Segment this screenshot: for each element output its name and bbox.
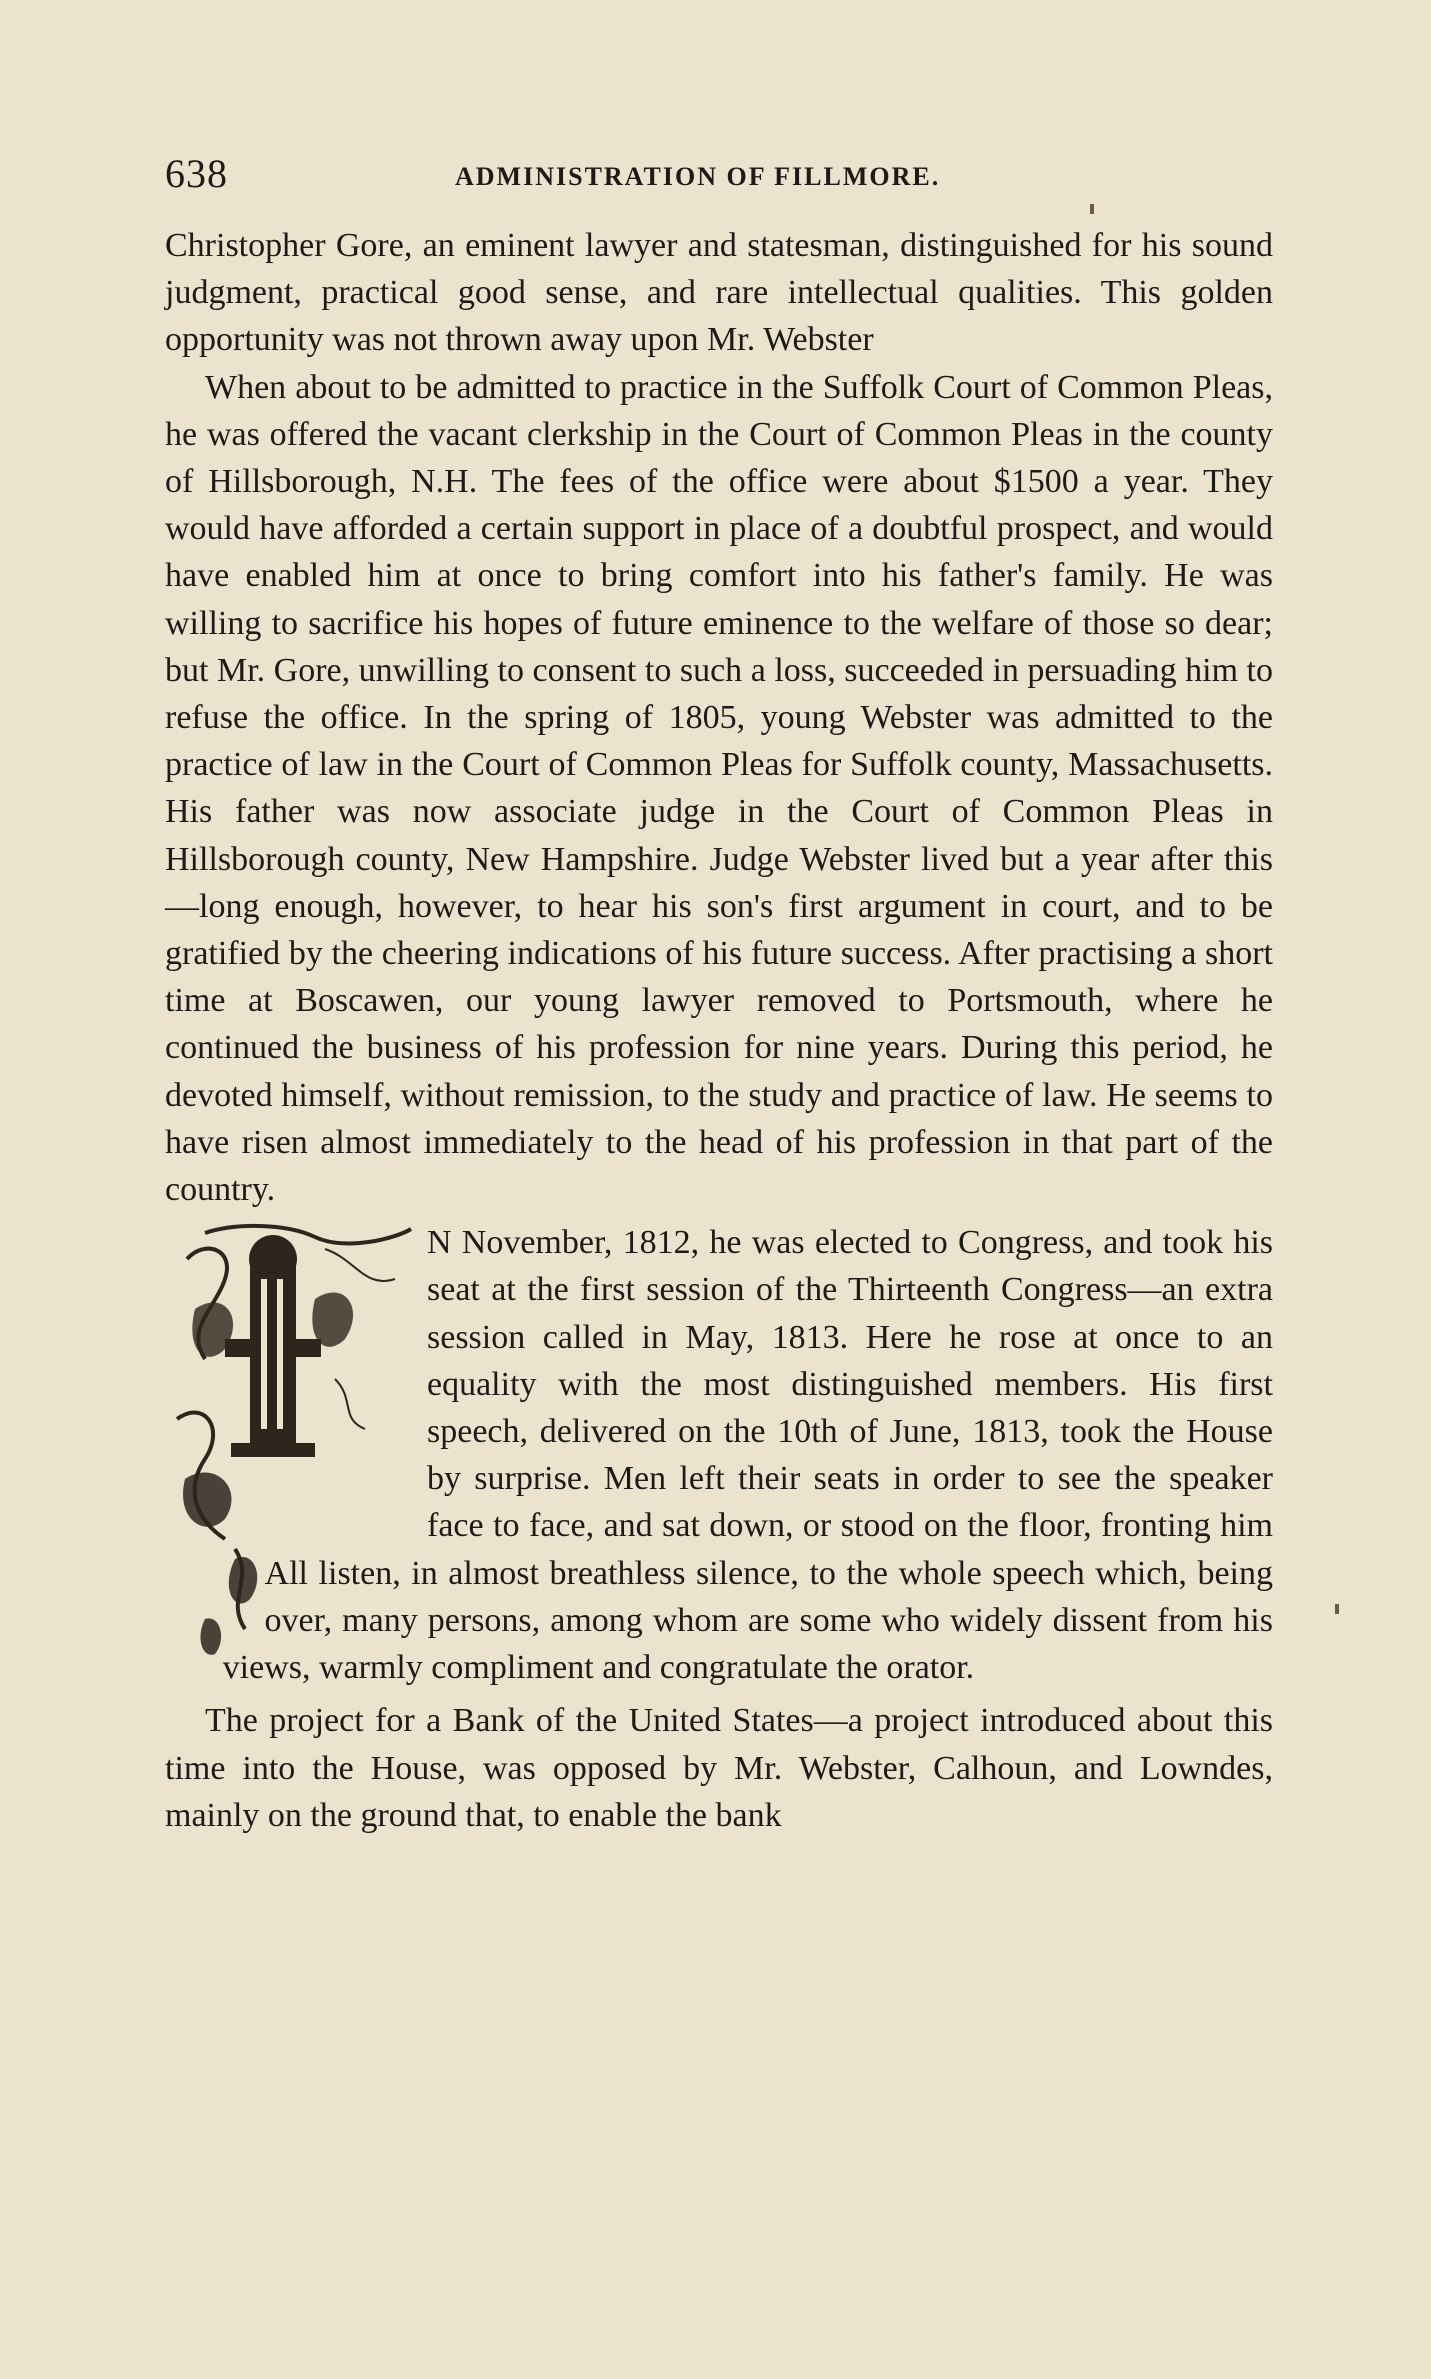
paragraph: The project for a Bank of the United States—a project introduced about this time into the House, was opposed by Mr. Webster, Calhoun, and Lowndes, mainly on the ground that, to enable the bank (165, 1702, 1273, 1834)
ornamental-initial-illustration (165, 1219, 419, 1659)
paragraph: N November, 1812, he was elected to Congress, and took his seat at the first session of the Thirteenth Congress—an extra session called in May, 1813. Here he rose at once to an equality with the most distinguished members. His first speech, delivered on the 10th of June, 1813, took the House by surprise. Men left their seats in order to see the speaker face to face, and sat down, or stood on the floor, fronting him All listen, in almost breathless silence, to the whole speech which, being over, many persons, among whom are some who widely dissent from his views, warmly compliment and congratulate the orator. (222, 1224, 1273, 1687)
page-number: 638 (165, 151, 228, 196)
running-title: ADMINISTRATION OF FILLMORE. (455, 162, 941, 191)
paragraph: When about to be admitted to practice in the Suffolk Court of Common Pleas, he was offered the vacant clerkship in the Court of Common Pleas in the county of Hillsborough, N.H. The fees of the office were about $1500 a year. They would have afforded a certain support in place of a doubtful prospect, and would have enabled him at once to bring comfort into his father's family. He was willing to sacrifice his hopes of future eminence to the welfare of those so dear; but Mr. Gore, unwilling to consent to such a loss, succeeded in persuading him to refuse the office. In the spring of 1805, young Webster was admitted to the practice of law in the Court of Common Pleas for Suffolk county, Massachusetts. His father was now associate judge in the Court of Common Pleas in Hillsborough county, New Hampshire. Judge Webster lived but a year after this—long enough, however, to hear his son's first argument in court, and to be gratified by the cheering indications of his future success. After practising a short time at Boscawen, our young lawyer removed to Portsmouth, where he continued the business of his profession for nine years. During this period, he devoted himself, without remission, to the study and practice of law. He seems to have risen almost immediately to the head of his profession in that part of the country. (165, 368, 1273, 1209)
body-text (165, 222, 1273, 1839)
page-header (165, 150, 1273, 200)
decorative-drop-cap (165, 1219, 419, 1659)
paragraph: Christopher Gore, an eminent lawyer and statesman, distinguished for his sound judgment, practical good sense, and rare intellectual qualities. This golden opportunity was not thrown away upon Mr. Webster (165, 227, 1273, 359)
paragraph-with-drop-cap (165, 1219, 1273, 1691)
ink-mark (1090, 204, 1094, 214)
ink-mark (1335, 1604, 1339, 1614)
